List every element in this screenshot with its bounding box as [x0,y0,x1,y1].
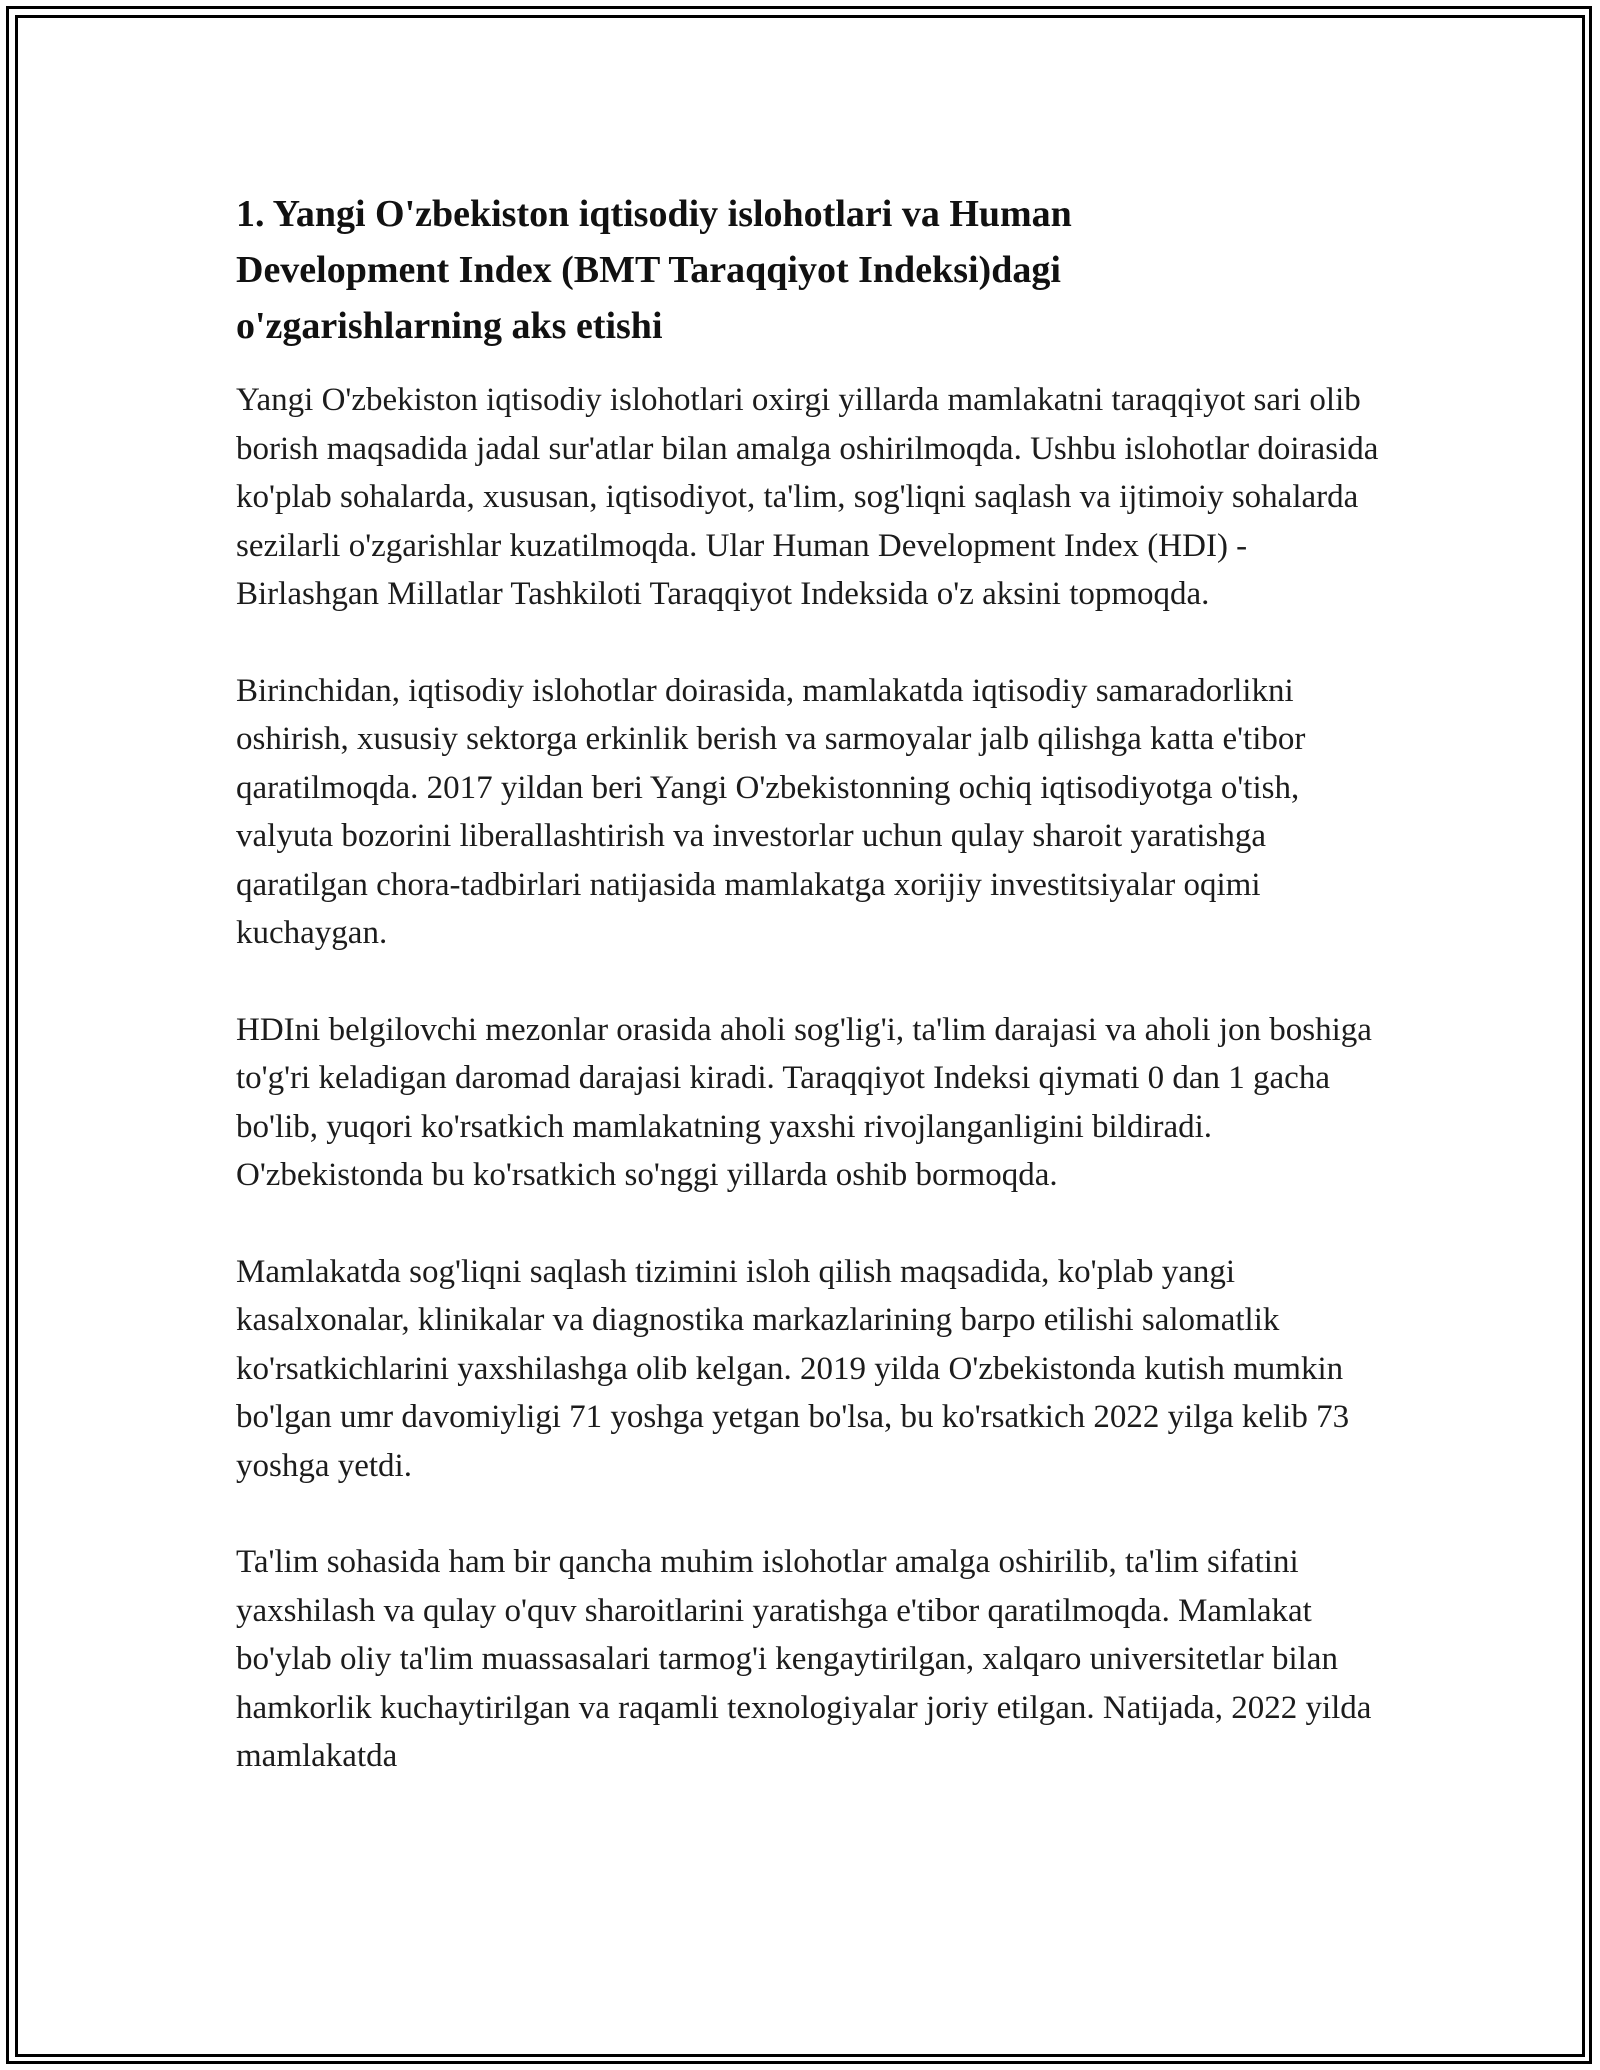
section-heading: 1. Yangi O'zbekiston iqtisodiy islohotlari va Human Development Index (BMT Taraqqiyot Indeksi)dagi o'zgarishlarning aks etishi [236,193,1072,347]
paragraph-economic-reforms: Birinchidan, iqtisodiy islohotlar doirasida, mamlakatda iqtisodiy samaradorlikni oshirish, xususiy sektorga erkinlik berish va sarmoyalar jalb qilishga katta e'tibor qaratilmoqda. 2017 yildan beri Yangi O'zbekistonning ochiq iqtisodiyotga o'tish, valyuta bozorini liberallashtirish va investorlar uchun qulay sharoit yaratishga qaratilgan chora-tadbirlari natijasida mamlakatga xorijiy investitsiyalar oqimi kuchaygan. [236,672,1306,951]
paragraph-intro: Yangi O'zbekiston iqtisodiy islohotlari oxirgi yillarda mamlakatni taraqqiyot sari olib borish maqsadida jadal sur'atlar bilan amalga oshirilmoqda. Ushbu islohotlar doirasida ko'plab sohalarda, xususan, iqtisodiyot, ta'lim, sog'liqni saqlash va ijtimoiy sohalarda sezilarli o'zgarishlar kuzatilmoqda. Ular Human Development Index (HDI) - Birlashgan Millatlar Tashkiloti Taraqqiyot Indeksida o'z aksini topmoqda. [236,382,1379,612]
paragraph-education: Ta'lim sohasida ham bir qancha muhim islohotlar amalga oshirilib, ta'lim sifatini yaxshilash va qulay o'quv sharoitlarini yaratishga e'tibor qaratilmoqda. Mamlakat bo'ylab oliy ta'lim muassasalari tarmog'i kengaytirilgan, xalqaro universitetlar bilan hamkorlik kuchaytirilgan va raqamli texnologiyalar joriy etilgan. Natijada, 2022 yilda mamlakatda [236,1544,1372,1774]
document-body [236,186,1396,1829]
paragraph-healthcare: Mamlakatda sog'liqni saqlash tizimini isloh qilish maqsadida, ko'plab yangi kasalxonalar, klinikalar va diagnostika markazlarining barpo etilishi salomatlik ko'rsatkichlarini yaxshilashga olib kelgan. 2019 yilda O'zbekistonda kutish mumkin bo'lgan umr davomiyligi 71 yoshga yetgan bo'lsa, bu ko'rsatkich 2022 yilga kelib 73 yoshga yetdi. [236,1253,1350,1484]
paragraph-hdi-criteria: HDIni belgilovchi mezonlar orasida aholi sog'lig'i, ta'lim darajasi va aholi jon boshiga to'g'ri keladigan daromad darajasi kiradi. Taraqqiyot Indeksi qiymati 0 dan 1 gacha bo'lib, yuqori ko'rsatkich mamlakatning yaxshi rivojlanganligini bildiradi. O'zbekistonda bu ko'rsatkich so'nggi yillarda oshib bormoqda. [236,1011,1372,1193]
